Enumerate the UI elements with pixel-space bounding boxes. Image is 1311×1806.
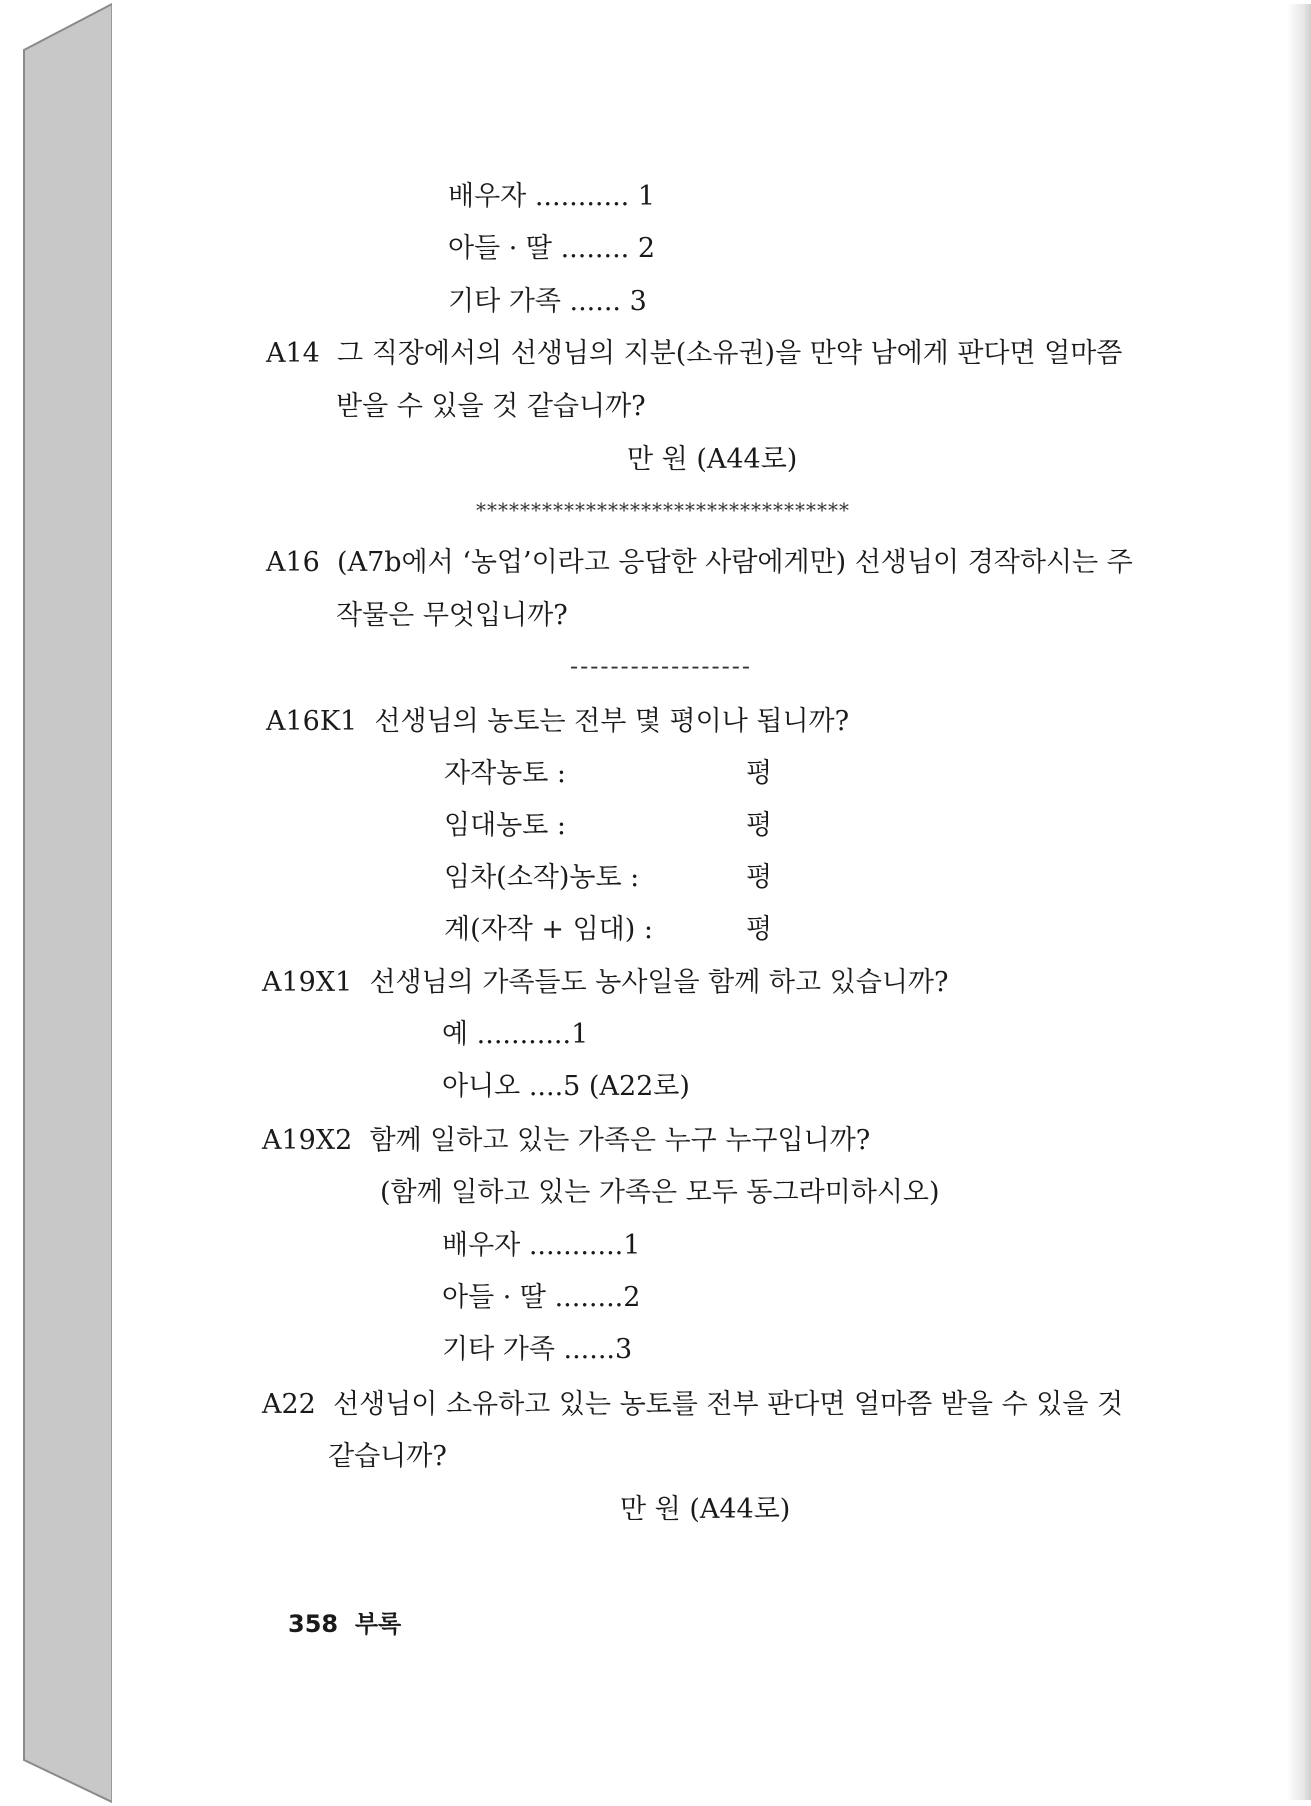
question-a16 xyxy=(266,546,1133,580)
question-id: A19X2 xyxy=(262,1125,353,1156)
page-number: 358 xyxy=(288,1610,339,1638)
land-row-label: 자작농토 : xyxy=(444,758,567,789)
question-text: (A7b에서 ‘농업’이라고 응답한 사람에게만) 선생님이 경작하시는 주 xyxy=(337,547,1133,578)
land-row-label: 임차(소작)농토 : xyxy=(444,862,640,893)
question-a19x1 xyxy=(262,966,948,1000)
land-row-unit: 평 xyxy=(746,758,773,789)
question-text: 선생님의 농토는 전부 몇 평이나 됩니까? xyxy=(374,706,850,737)
option-line: 배우자 ...........1 xyxy=(442,1230,641,1261)
option-line: 아들 · 딸 ........2 xyxy=(442,1282,641,1313)
page-edge-shadow xyxy=(1287,4,1311,1800)
question-a16k1 xyxy=(266,705,849,739)
land-row-unit: 평 xyxy=(746,810,773,841)
option-line: 아니오 ....5 (A22로) xyxy=(442,1071,690,1102)
question-id: A19X1 xyxy=(262,967,353,998)
question-id: A16K1 xyxy=(266,706,358,737)
option-line: 아들 · 딸 ........ 2 xyxy=(448,233,655,264)
separator-dashes: ------------------ xyxy=(570,652,752,680)
page-footer xyxy=(288,1604,401,1639)
land-row-unit: 평 xyxy=(746,862,773,893)
option-line: 기타 가족 ...... 3 xyxy=(448,286,647,317)
option-line: 배우자 ........... 1 xyxy=(448,181,655,212)
question-text-cont: 작물은 무엇입니까? xyxy=(336,600,568,631)
question-id: A14 xyxy=(266,338,320,369)
land-row-label: 임대농토 : xyxy=(444,810,567,841)
answer-unit: 만 원 (A44로) xyxy=(620,1494,791,1525)
option-line: 예 ...........1 xyxy=(442,1019,589,1050)
question-a14 xyxy=(266,337,1122,371)
question-text: 그 직장에서의 선생님의 지분(소유권)을 만약 남에게 판다면 얼마쯤 xyxy=(337,338,1123,369)
question-a22 xyxy=(262,1388,1123,1422)
question-text: 선생님의 가족들도 농사일을 함께 하고 있습니까? xyxy=(369,967,949,998)
land-row-label: 계(자작 + 임대) : xyxy=(444,914,653,945)
book-page xyxy=(112,4,1292,1800)
section-name: 부록 xyxy=(354,1610,402,1638)
question-text-cont: 받을 수 있을 것 같습니까? xyxy=(336,391,646,422)
land-row-unit: 평 xyxy=(746,914,773,945)
separator-stars: ********************************** xyxy=(476,498,850,522)
book-spine xyxy=(0,0,112,1806)
question-instruction: (함께 일하고 있는 가족은 모두 동그라미하시오) xyxy=(380,1177,940,1208)
question-a19x2 xyxy=(262,1124,870,1158)
option-line: 기타 가족 ......3 xyxy=(442,1334,633,1365)
question-text-cont: 같습니까? xyxy=(328,1441,447,1472)
question-id: A16 xyxy=(266,547,320,578)
question-text: 함께 일하고 있는 가족은 누구 누구입니까? xyxy=(369,1125,871,1156)
question-text: 선생님이 소유하고 있는 농토를 전부 판다면 얼마쯤 받을 수 있을 것 xyxy=(333,1389,1124,1420)
answer-unit: 만 원 (A44로) xyxy=(627,444,798,475)
question-id: A22 xyxy=(262,1389,316,1420)
